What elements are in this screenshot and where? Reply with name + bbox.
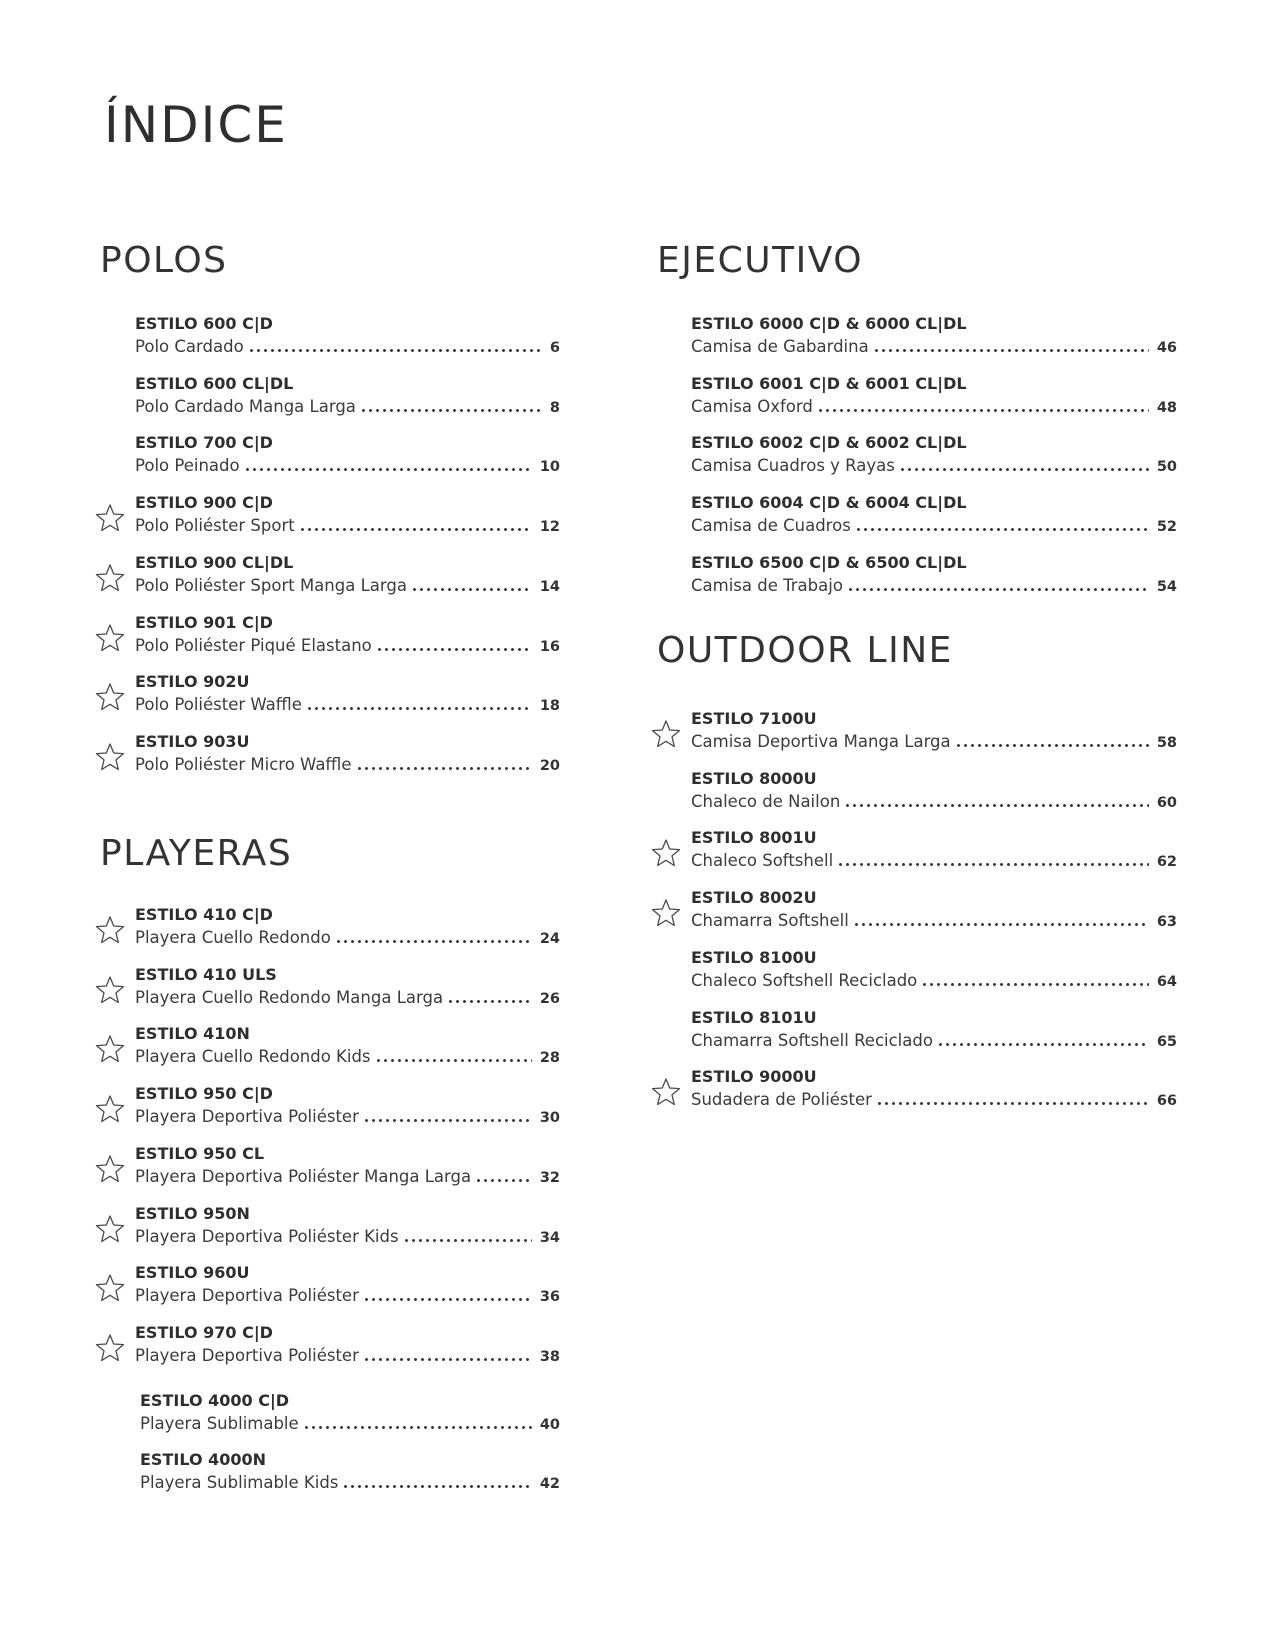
star-icon [95, 503, 125, 533]
toc-entry[interactable] [135, 905, 560, 953]
entry-description: Camisa Deportiva Manga Larga [691, 732, 951, 751]
entry-code: ESTILO 700 C|D [135, 433, 273, 453]
star-icon [95, 1214, 125, 1244]
toc-entry[interactable] [691, 1067, 1177, 1115]
star-icon [95, 915, 125, 945]
star-icon [95, 623, 125, 653]
dot-leader [847, 588, 1149, 591]
entry-code: ESTILO 970 C|D [135, 1322, 273, 1342]
dot-leader [873, 349, 1149, 352]
toc-entry[interactable] [135, 1144, 560, 1192]
dot-leader [363, 1358, 532, 1361]
entry-description: Polo Cardado Manga Larga [135, 396, 356, 416]
toc-entry[interactable] [140, 1450, 560, 1498]
page-number: 24 [539, 931, 560, 947]
page-number: 12 [539, 519, 560, 536]
entry-description: Camisa Cuadros y Rayas [691, 456, 895, 476]
entry-description: Chaleco Softshell [691, 851, 834, 871]
star-icon [95, 682, 125, 712]
section-title-playeras: PLAYERAS [100, 833, 293, 874]
entry-code: ESTILO 8000U [691, 768, 817, 788]
entry-description: Playera Deportiva Poliéster [135, 1345, 359, 1365]
entry-description: Playera Deportiva Poliéster [135, 1107, 359, 1127]
entry-code: ESTILO 950 C|D [135, 1084, 273, 1104]
toc-entry[interactable] [135, 613, 560, 661]
page-number: 14 [539, 578, 560, 595]
entry-description: Chaleco Softshell Reciclado [691, 970, 918, 990]
dot-leader [411, 588, 532, 591]
entry-description: Polo Poliéster Waffle [135, 695, 302, 715]
dot-leader [844, 804, 1149, 807]
toc-entry[interactable] [140, 1391, 560, 1439]
page-number: 54 [1156, 578, 1177, 595]
entry-description: Playera Sublimable [140, 1413, 299, 1433]
entry-description: Sudadera de Poliéster [691, 1090, 872, 1110]
star-icon [651, 838, 681, 868]
toc-entry[interactable] [135, 1024, 560, 1072]
page-number: 48 [1156, 399, 1177, 416]
dot-leader [955, 744, 1149, 747]
dot-leader [363, 1119, 532, 1122]
entry-description: Polo Poliéster Sport [135, 516, 295, 536]
toc-entry[interactable] [135, 672, 560, 720]
entry-description: Playera Sublimable Kids [140, 1473, 339, 1493]
toc-entry[interactable] [691, 769, 1177, 817]
entry-code: ESTILO 4000 C|D [140, 1390, 290, 1410]
page-title: ÍNDICE [104, 96, 288, 154]
entry-code: ESTILO 6001 C|D & 6001 CL|DL [691, 373, 967, 393]
entry-description: Camisa de Cuadros [691, 516, 851, 536]
entry-code: ESTILO 6004 C|D & 6004 CL|DL [691, 493, 967, 513]
dot-leader [244, 468, 532, 471]
entry-code: ESTILO 600 C|D [135, 314, 273, 333]
entry-code: ESTILO 8001U [691, 828, 817, 848]
dot-leader [342, 1485, 531, 1488]
page-number: 60 [1156, 794, 1177, 811]
entry-code: ESTILO 960U [135, 1263, 250, 1283]
entry-description: Playera Deportiva Poliéster Kids [135, 1226, 399, 1246]
toc-entry[interactable] [135, 1084, 560, 1132]
page-number: 42 [539, 1476, 560, 1493]
dot-leader [335, 940, 532, 943]
star-icon [651, 719, 681, 749]
section-title-ejecutivo: EJECUTIVO [657, 240, 864, 281]
entry-description: Polo Poliéster Piqué Elastano [135, 635, 372, 655]
dot-leader [299, 528, 532, 531]
entry-code: ESTILO 600 CL|DL [135, 373, 294, 393]
dot-leader [360, 409, 542, 412]
page-number: 64 [1156, 973, 1177, 990]
page-number: 6 [549, 340, 560, 356]
entry-description: Polo Cardado [135, 337, 244, 356]
star-icon [95, 975, 125, 1005]
entry-code: ESTILO 410 C|D [135, 905, 273, 924]
toc-entry[interactable] [691, 888, 1177, 936]
entry-code: ESTILO 6500 C|D & 6500 CL|DL [691, 552, 967, 572]
dot-leader [853, 923, 1149, 926]
dot-leader [475, 1179, 532, 1182]
toc-entry[interactable] [691, 948, 1177, 996]
entry-code: ESTILO 903U [135, 731, 250, 751]
dot-leader [376, 648, 532, 651]
toc-entry[interactable] [691, 374, 1177, 422]
entry-code: ESTILO 902U [135, 672, 250, 692]
section-title-outdoor: OUTDOOR LINE [657, 630, 953, 671]
entry-description: Polo Poliéster Micro Waffle [135, 754, 352, 774]
entry-code: ESTILO 901 C|D [135, 612, 273, 632]
entry-code: ESTILO 8002U [691, 888, 817, 908]
entry-code: ESTILO 410 ULS [135, 964, 277, 984]
dot-leader [303, 1426, 532, 1429]
entry-code: ESTILO 950 CL [135, 1143, 265, 1163]
entry-description: Chaleco de Nailon [691, 791, 841, 811]
toc-entry[interactable] [691, 828, 1177, 876]
toc-entry[interactable] [691, 493, 1177, 541]
entry-code: ESTILO 950N [135, 1203, 250, 1223]
entry-description: Playera Cuello Redondo Kids [135, 1047, 371, 1067]
entry-code: ESTILO 900 C|D [135, 493, 273, 513]
dot-leader [306, 707, 532, 710]
entry-description: Playera Cuello Redondo Manga Larga [135, 987, 444, 1007]
dot-leader [375, 1059, 532, 1062]
page-number: 52 [1156, 519, 1177, 536]
entry-description: Chamarra Softshell Reciclado [691, 1030, 933, 1050]
dot-leader [855, 528, 1149, 531]
entry-description: Polo Poliéster Sport Manga Larga [135, 575, 407, 595]
entry-code: ESTILO 8100U [691, 947, 817, 967]
dot-leader [363, 1298, 532, 1301]
toc-entry[interactable] [135, 433, 560, 481]
entry-code: ESTILO 4000N [140, 1450, 267, 1470]
entry-description: Chamarra Softshell [691, 911, 849, 931]
toc-entry[interactable] [135, 493, 560, 541]
entry-description: Playera Deportiva Poliéster Manga Larga [135, 1166, 472, 1186]
star-icon [651, 898, 681, 928]
star-icon [95, 1333, 125, 1363]
toc-entry[interactable] [135, 732, 560, 780]
dot-leader [356, 767, 532, 770]
toc-entry[interactable] [691, 433, 1177, 481]
section-title-polos: POLOS [100, 240, 228, 281]
star-icon [95, 1034, 125, 1064]
toc-entry[interactable] [135, 374, 560, 422]
dot-leader [817, 409, 1149, 412]
page-number: 8 [549, 399, 560, 416]
page-number: 46 [1156, 340, 1177, 356]
page-number: 34 [539, 1229, 560, 1246]
star-icon [95, 1094, 125, 1124]
page-number: 63 [1156, 914, 1177, 931]
page-number: 66 [1156, 1093, 1177, 1110]
toc-entry[interactable] [135, 553, 560, 601]
toc-entry[interactable] [135, 965, 560, 1013]
page-number: 38 [539, 1348, 560, 1365]
page-number: 10 [539, 459, 560, 476]
star-icon [651, 1077, 681, 1107]
page-number: 40 [539, 1416, 560, 1433]
page-number: 65 [1156, 1033, 1177, 1050]
dot-leader [937, 1043, 1149, 1046]
dot-leader [447, 1000, 532, 1003]
toc-entry[interactable] [691, 1008, 1177, 1056]
star-icon [95, 563, 125, 593]
page-number: 62 [1156, 854, 1177, 871]
page-number: 28 [539, 1050, 560, 1067]
entry-code: ESTILO 9000U [691, 1067, 817, 1087]
entry-code: ESTILO 8101U [691, 1007, 817, 1027]
toc-entry[interactable] [691, 314, 1177, 362]
toc-entry[interactable] [135, 314, 560, 362]
page-number: 50 [1156, 459, 1177, 476]
toc-entry[interactable] [135, 1204, 560, 1252]
star-icon [95, 1154, 125, 1184]
entry-description: Camisa Oxford [691, 396, 813, 416]
dot-leader [837, 863, 1149, 866]
page-number: 36 [539, 1289, 560, 1306]
entry-description: Polo Peinado [135, 456, 240, 476]
entry-description: Camisa de Trabajo [691, 575, 843, 595]
entry-description: Playera Deportiva Poliéster [135, 1286, 359, 1306]
page-number: 20 [539, 757, 560, 774]
page-number: 18 [539, 698, 560, 715]
toc-entry[interactable] [691, 709, 1177, 757]
dot-leader [899, 468, 1149, 471]
toc-entry[interactable] [135, 1263, 560, 1311]
dot-leader [403, 1239, 532, 1242]
page-number: 58 [1156, 735, 1177, 751]
entry-code: ESTILO 6000 C|D & 6000 CL|DL [691, 314, 967, 333]
dot-leader [921, 983, 1149, 986]
toc-entry[interactable] [135, 1323, 560, 1371]
dot-leader [248, 349, 542, 352]
star-icon [95, 742, 125, 772]
entry-code: ESTILO 6002 C|D & 6002 CL|DL [691, 433, 967, 453]
entry-code: ESTILO 900 CL|DL [135, 552, 294, 572]
entry-code: ESTILO 410N [135, 1024, 250, 1044]
star-icon [95, 1273, 125, 1303]
entry-description: Camisa de Gabardina [691, 337, 869, 356]
toc-entry[interactable] [691, 553, 1177, 601]
page-number: 32 [539, 1169, 560, 1186]
dot-leader [876, 1102, 1149, 1105]
page-number: 26 [539, 990, 560, 1007]
entry-description: Playera Cuello Redondo [135, 928, 331, 947]
page-number: 16 [539, 638, 560, 655]
page-number: 30 [539, 1110, 560, 1127]
entry-code: ESTILO 7100U [691, 709, 817, 728]
